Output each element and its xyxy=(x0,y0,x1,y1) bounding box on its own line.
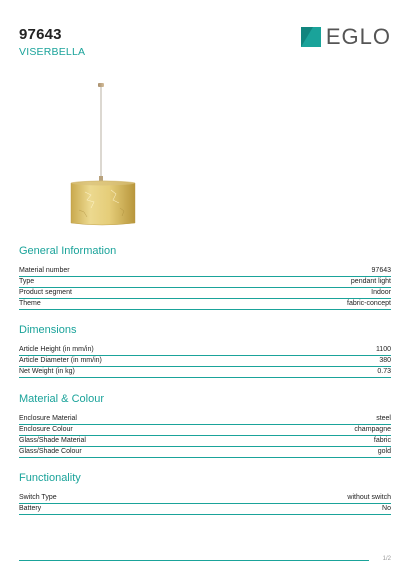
row-value: 1100 xyxy=(375,346,391,353)
row-value: fabric xyxy=(373,437,391,444)
footer-divider xyxy=(19,560,369,561)
row-label: Article Height (in mm/in) xyxy=(19,346,94,353)
table-row xyxy=(19,414,391,425)
table-row xyxy=(19,493,391,504)
table-row xyxy=(19,356,391,367)
row-label: Theme xyxy=(19,300,41,307)
eglo-logo-icon xyxy=(301,27,321,47)
material-colour-section xyxy=(19,393,391,458)
table-row xyxy=(19,277,391,288)
product-name: VISERBELLA xyxy=(19,46,86,58)
page-number: 1/2 xyxy=(382,556,391,562)
row-value: 0.73 xyxy=(377,368,391,375)
general-information-section xyxy=(19,245,391,310)
section-title: Dimensions xyxy=(19,324,77,336)
table-row xyxy=(19,447,391,458)
row-label: Battery xyxy=(19,505,42,512)
product-header xyxy=(19,26,85,58)
table-row xyxy=(19,367,391,378)
row-label: Switch Type xyxy=(19,494,57,501)
table-row xyxy=(19,425,391,436)
row-label: Article Diameter (in mm/in) xyxy=(19,357,102,364)
eglo-logo xyxy=(301,26,391,48)
table-row xyxy=(19,266,391,277)
row-value: without switch xyxy=(347,494,391,501)
row-value: 380 xyxy=(379,357,391,364)
row-label: Enclosure Material xyxy=(19,415,77,422)
row-value: gold xyxy=(377,448,391,455)
functionality-section xyxy=(19,472,391,515)
row-value: 97643 xyxy=(371,267,391,274)
row-value: pendant light xyxy=(350,278,391,285)
table-row xyxy=(19,288,391,299)
row-label: Enclosure Colour xyxy=(19,426,73,433)
row-label: Type xyxy=(19,278,35,285)
row-value: fabric-concept xyxy=(347,300,391,307)
product-number: 97643 xyxy=(19,26,62,43)
row-label: Material number xyxy=(19,267,70,274)
row-value: No xyxy=(382,505,391,512)
pendant-lamp-image xyxy=(65,80,145,230)
table-row xyxy=(19,436,391,447)
row-label: Net Weight (in kg) xyxy=(19,368,75,375)
table-row xyxy=(19,299,391,310)
section-title: General Information xyxy=(19,245,117,257)
row-value: Indoor xyxy=(371,289,391,296)
section-title: Material & Colour xyxy=(19,393,104,405)
row-label: Glass/Shade Material xyxy=(19,437,86,444)
table-row xyxy=(19,345,391,356)
dimensions-section xyxy=(19,324,391,378)
logo-text: EGLO xyxy=(325,24,391,49)
row-label: Glass/Shade Colour xyxy=(19,448,82,455)
row-value: champagne xyxy=(354,426,391,433)
row-value: steel xyxy=(376,415,391,422)
section-title: Functionality xyxy=(19,472,81,484)
row-label: Product segment xyxy=(19,289,72,296)
table-row xyxy=(19,504,391,515)
